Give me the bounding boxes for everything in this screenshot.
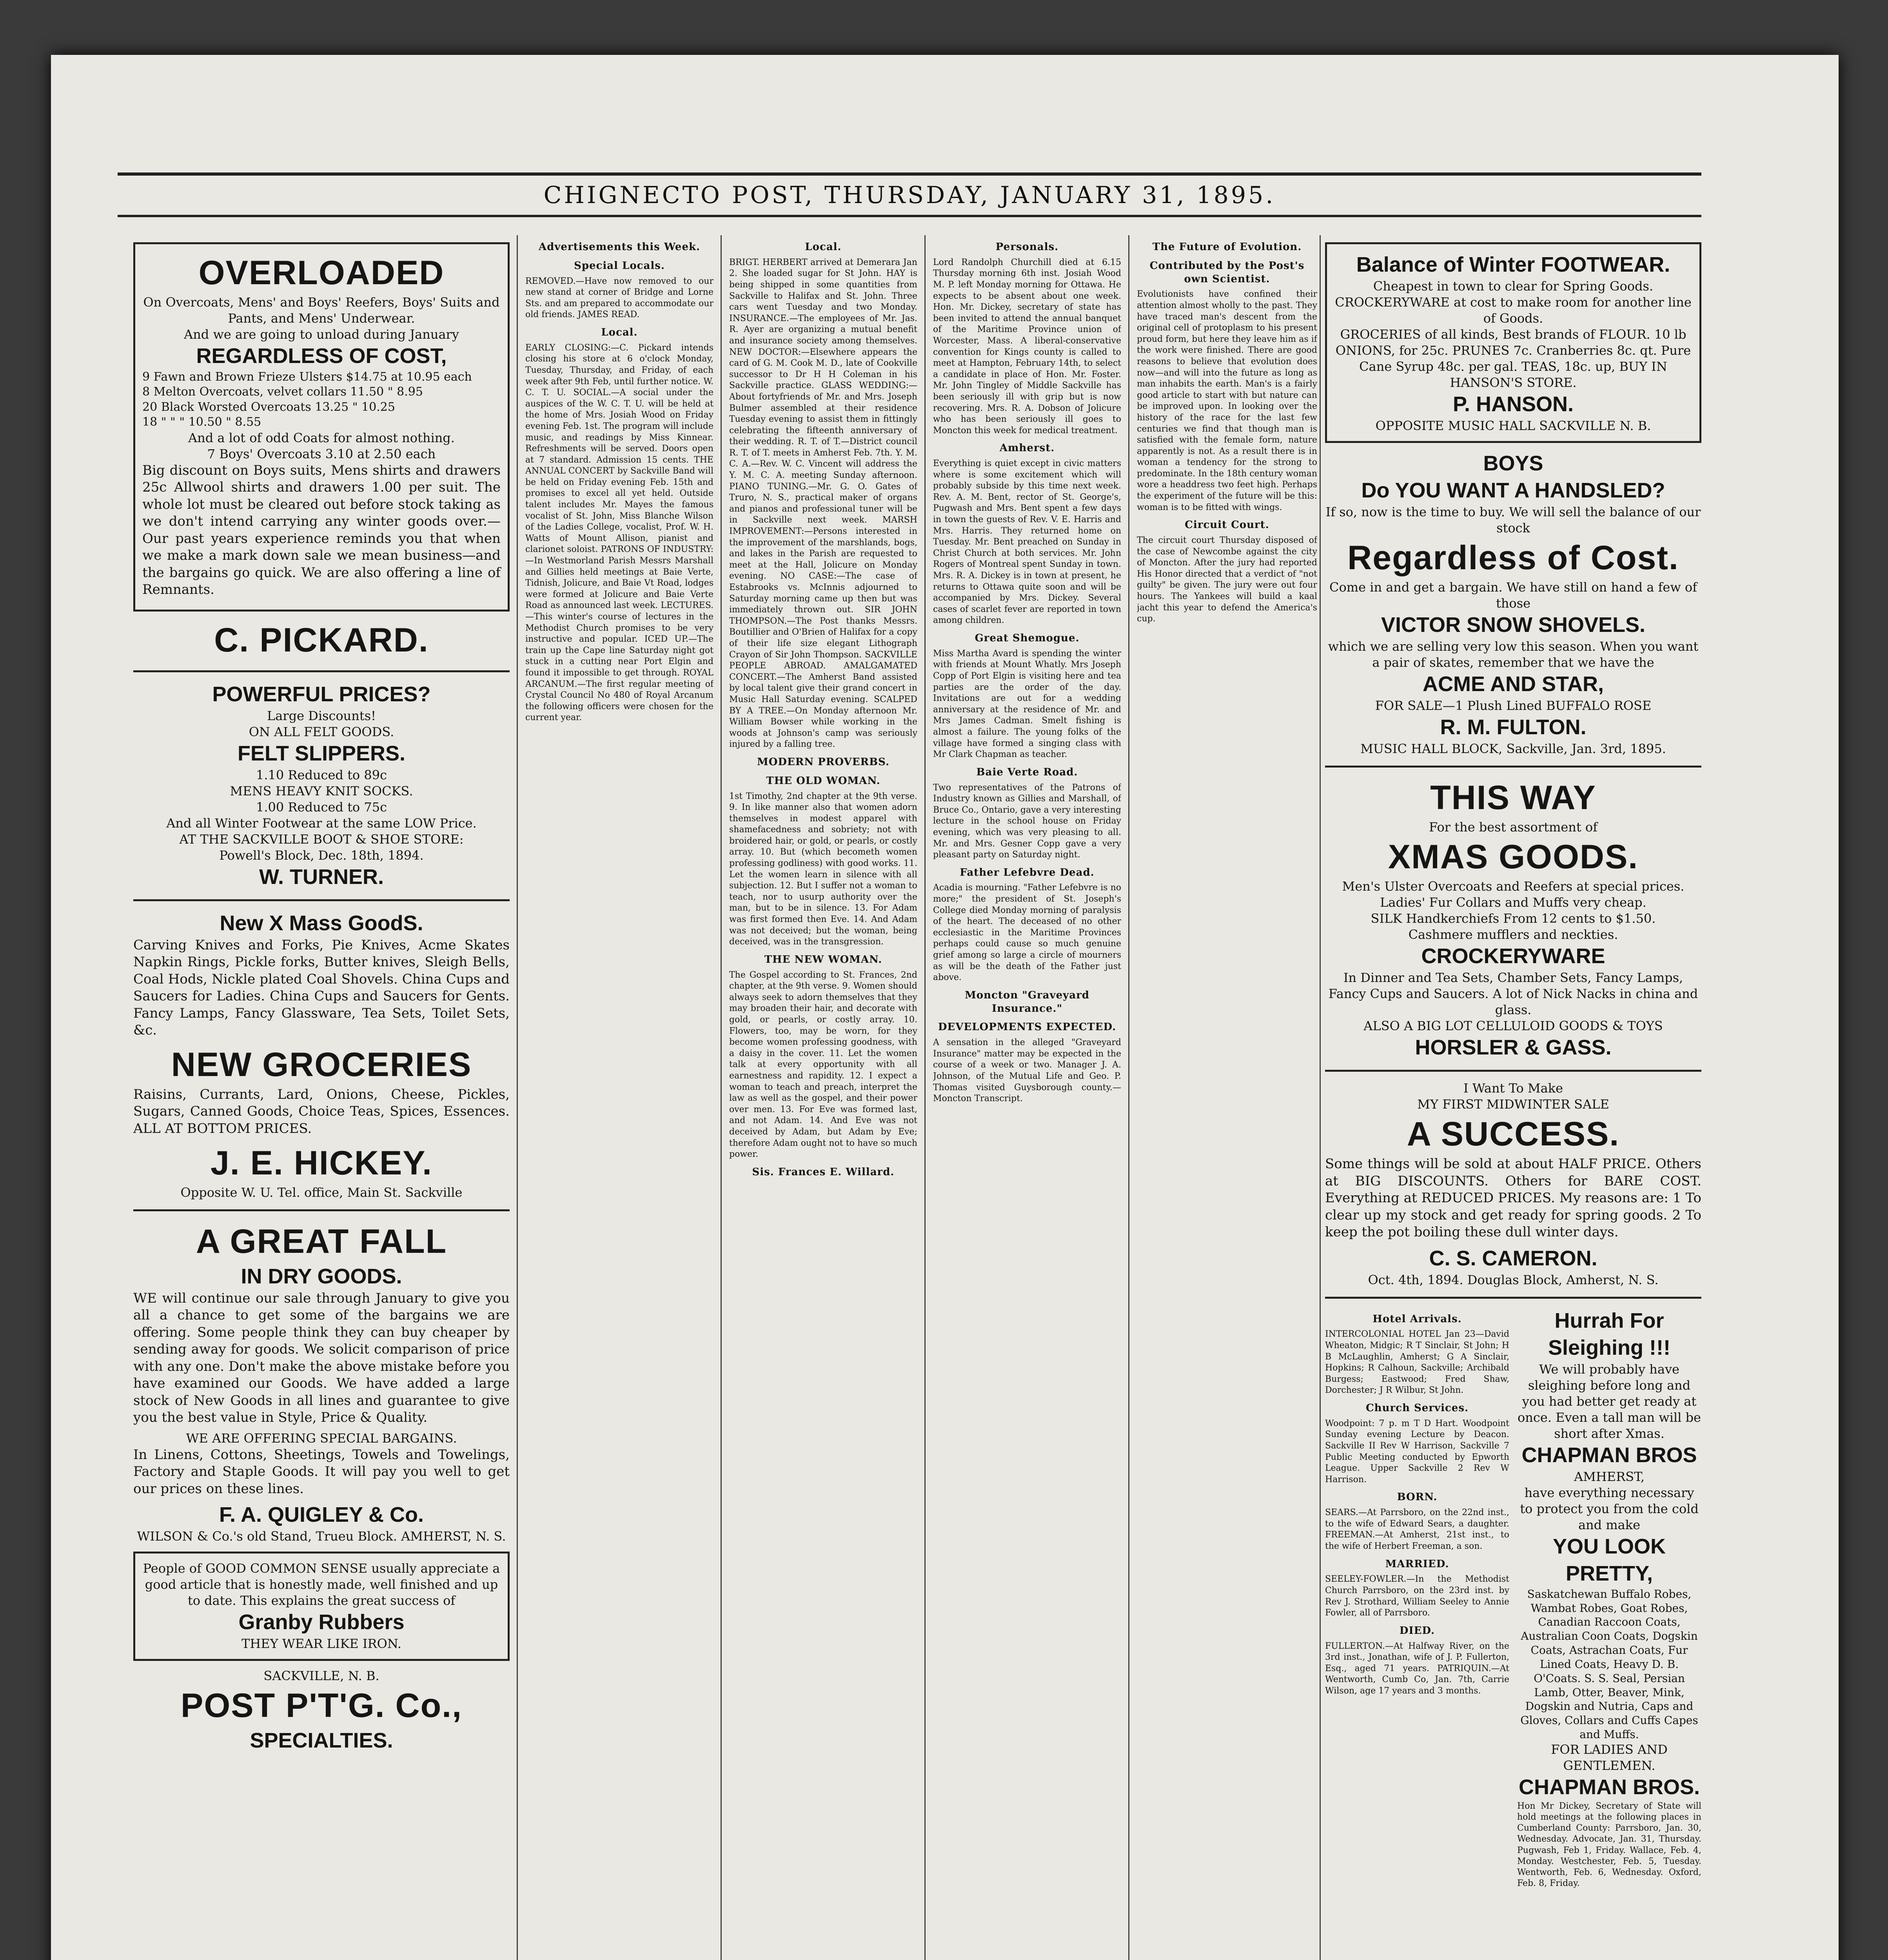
silk-handkerchiefs: SILK Handkerchiefs From 12 cents to $1.50.	[1371, 911, 1656, 926]
this-way-title: THIS WAY	[1430, 779, 1596, 817]
column-6-ads	[1325, 235, 1701, 1960]
new-woman-heading: THE NEW WOMAN.	[764, 953, 882, 965]
shemogue-text: Miss Martha Avard is spending the winter with friends at Mount Whatly. Mrs Joseph Copp of Port Elgin is visiting here and tea parties are the order of the day. Invitations are out for a wedding anniversary at the residence of Mr. and Mrs James Cadman. Smelt fishing is almost a failure. The young folks of the village have formed a singing class with Mr Clark Chapman as teacher.	[933, 648, 1121, 760]
local-text: BRIGT. HERBERT arrived at Demerara Jan 2. She loaded sugar for St John. HAY is being shipped in some quantities from Sackville to Halifax and St. John. Three cars went Tuesday and two Monday. INSURANCE.—The employees of Mr. Jas. R. Ayer are organizing a mutual benefit and insurance society among themselves. NEW DOCTOR:—Elsewhere appears the card of G. M. Cook M. D., late of Cookville successor to Dr H H Coleman in his Sackville practice. GLASS WEDDING:—About fortyfriends of Mr. and Mrs. Joseph Bulmer assembled at their residence Tuesday evening to assist them in fittingly celebrating the fifteenth anniversary of their wedding. R. T. of T.—District council R. T. of T. meets in Amherst Feb. 7th. Y. M. C. A.—Rev. W. C. Vincent will address the Y. M. C. A. meeting Sunday afternoon. PIANO TUNING.—Mr. G. O. Gates of Truro, N. S., practical maker of organs and pianos and professional tuner will be in Sackville next week. MARSH IMPROVEMENT:—Persons interested in the improvement of the marshlands, bogs, and lakes in the Parish are requested to meet at the Hall, Jolicure on Monday evening. NO CASE:—The case of Estabrooks vs. McInnis adjourned to Saturday morning came up then but was immediately thrown out. SIR JOHN THOMPSON.—The Post thanks Messrs. Boutillier and O'Brien of Halifax for a copy of their life size elegant Lithograph Crayon of Sir John Thompson. SACKVILLE PEOPLE ABROAD. AMALGAMATED CONCERT.—The Amherst Band assisted by local talent give their grand concert in Music Hall Saturday evening. SCALPED BY A TREE.—On Monday afternoon Mr. William Bowser while working in the woods at Johnson's camp was seriously injured by a falling tree.	[729, 257, 917, 750]
column-rule	[1320, 235, 1321, 1960]
signature: Sis. Frances E. Willard.	[752, 1166, 895, 1178]
column-3-locals	[729, 235, 917, 1960]
removed-notice: REMOVED.—Have now removed to our new stand at corner of Bridge and Lorne Sts. and am prepared to accommodate our old friends. JAMES READ.	[525, 276, 713, 320]
died-text: FULLERTON.—At Halfway River, on the 3rd inst., Jonathan, wife of J. P. Fullerton, Esq., aged 71 years. PATRIQUIN.—At Wentworth, Cumb Co, Jan. 7th, Carrie Wilson, age 17 years and 3 months.	[1325, 1641, 1509, 1696]
cameron-name: C. S. CAMERON.	[1429, 1246, 1598, 1270]
special-locals-heading: Special Locals.	[574, 260, 665, 272]
all-winter-footwear: And all Winter Footwear at the same LOW Price.	[166, 815, 477, 831]
for-sale-line: FOR SALE—1 Plush Lined BUFFALO ROSE	[1375, 698, 1652, 713]
balance-title: Balance of Winter FOOTWEAR.	[1356, 253, 1670, 276]
mens-knit-socks: MENS HEAVY KNIT SOCKS.	[230, 783, 413, 799]
chapman-name-2: CHAPMAN BROS.	[1518, 1775, 1700, 1799]
column-1-ads	[133, 235, 510, 1960]
on-all-felt: ON ALL FELT GOODS.	[249, 724, 394, 739]
come-in-text: Come in and get a bargain. We have still on hand a few of those	[1329, 580, 1697, 611]
column-2-locals	[525, 235, 713, 1960]
quigley-name: F. A. QUIGLEY & Co.	[219, 1503, 424, 1527]
bargains-text: Big discount on Boys suits, Mens shirts and drawers 25c Allwool shirts and drawers 1.00 per suit. The whole lot must be cleared out before stock taking as we don't intend carrying any winter goods over.—Our past years experience reminds you that when we make a mark down sale we mean business—and the bargains go quick. We are also offering a line of Remnants.	[142, 462, 501, 598]
hotel-arrivals-text: INTERCOLONIAL HOTEL Jan 23—David Wheaton, Midgic; R T Sinclair, St John; H B McLaughlin, Amherst; G A Sinclair, Hopkins; R Calhoun, Sackville; Archibald Burgess; Eastwood; Fred Shaw, Dorchester; J R Wilbur, St John.	[1325, 1329, 1509, 1396]
sackville-nb: SACKVILLE, N. B.	[263, 1668, 379, 1684]
turner-name: W. TURNER.	[259, 865, 384, 889]
fulton-name: R. M. FULTON.	[1440, 715, 1587, 739]
going-to-unload: And we are going to unload during January	[184, 327, 459, 342]
midwinter-sale: MY FIRST MIDWINTER SALE	[1417, 1097, 1609, 1112]
odd-coats: And a lot of odd Coats for almost nothing.	[188, 430, 455, 445]
hanson-groceries: GROCERIES of all kinds, Best brands of FLOUR. 10 lb ONIONS, for 25c. PRUNES 7c. Cranberries 8c. qt. Pure Cane Syrup 48c. per gal. TEAS, 18c. up, BUY IN HANSON'S STORE.	[1335, 327, 1691, 390]
married-text: SEELEY-FOWLER.—In the Methodist Church Parrsboro, on the 23rd inst. by Rev J. Strothard, William Seeley to Annie Fowler, all of Parrsboro.	[1325, 1574, 1509, 1618]
moncton-heading: Moncton "Graveyard Insurance."	[965, 989, 1089, 1014]
pickard-name: C. PICKARD.	[214, 621, 429, 659]
overloaded-ad	[133, 242, 510, 612]
died-heading: DIED.	[1399, 1624, 1435, 1637]
great-fall-title: A GREAT FALL	[196, 1222, 447, 1260]
cameron-address: Oct. 4th, 1894. Douglas Block, Amherst, N. S.	[1368, 1272, 1659, 1287]
hurrah-text: We will probably have sleighing before long and you had better get ready at once. Even a tall man will be short after Xmas.	[1518, 1361, 1701, 1441]
moncton-subheading: DEVELOPMENTS EXPECTED.	[938, 1021, 1116, 1033]
circuit-court-heading: Circuit Court.	[1185, 519, 1269, 531]
overloaded-text: On Overcoats, Mens' and Boys' Reefers, Boys' Suits and Pants, and Mens' Underwear.	[143, 295, 500, 326]
look-pretty: YOU LOOK PRETTY,	[1552, 1534, 1666, 1585]
regardless-of-cost: REGARDLESS OF COST,	[196, 344, 447, 368]
local-text: EARLY CLOSING:—C. Pickard intends closing his store at 6 o'clock Monday, Tuesday, Thursday, and Friday, of each week after 9th Feb, until further notice. W. C. T. U. SOCIAL.—A social under the auspices of the W. C. T. U. will be held at the home of Mrs. Josiah Wood on Friday evening Feb. 1st. The program will include music, and readings by Miss Kinnear. Refreshments will be served. Doors open at 7 standard. Admission 15 cents. THE ANNUAL CONCERT by Sackville Band will be held on Friday evening Feb. 15th and promises to excel all yet held. Outside talent includes Mr. Mayes the famous vocalist of St. John, Miss Blanche Wilson of the Ladies College, vocalist, Prof. W. H. Watts of Mount Allison, pianist and clarionet soloist. PATRONS OF INDUSTRY:—In Westmorland Parish Messrs Marshall and Gillies held meetings at Baie Verte, Tidnish, Jolicure, and Baie Vt Road, lodges were formed at Jolicure and Baie Verte Road as announced last week. LECTURES.—This winter's course of lectures in the Methodist Church promises to be very instructive and popular. ICED UP.—The train up the Cape line Saturday night got stuck in a cutting near Port Elgin and found it impossible to get through. ROYAL ARCANUM.—The first regular meeting of Crystal Council No 480 of Royal Arcanum the following officers were chosen for the current year.	[525, 343, 713, 723]
felt-slippers: FELT SLIPPERS.	[237, 741, 406, 765]
evolution-text: Evolutionists have confined their attention almost wholly to the past. They have traced man's descent from the original cell of protoplasm to his present proud form, but here they leave him as if the work were finished. There are good reasons to believe that evolution does now—and will into the future as long as man inhabits the earth. Man's is a fairly good article to start with but nature can be improved upon. In looking over the history of the race for the last few centuries we find that though man is satisfied with the female form, nature apparently is not. As a result there is in woman a tendency for the strong to predominate. In the 18th century woman wore a headdress two feet high. Perhaps the experiment of the future will be this: woman is to be fitted with wings.	[1137, 289, 1317, 512]
granby-tagline: THEY WEAR LIKE IRON.	[241, 1636, 401, 1651]
column-5-evolution	[1137, 235, 1317, 1960]
granby-rubbers: Granby Rubbers	[238, 1610, 405, 1634]
want-to-make: I Want To Make	[1463, 1081, 1563, 1096]
new-groceries-title: NEW GROCERIES	[171, 1045, 472, 1083]
for-ladies: FOR LADIES AND GENTLEMEN.	[1551, 1742, 1668, 1773]
groceries-text: Raisins, Currants, Lard, Onions, Cheese, Pickles, Sugars, Canned Goods, Choice Teas, Spices, Essences. ALL AT BOTTOM PRICES.	[133, 1086, 510, 1136]
column-4-personals	[933, 235, 1121, 1960]
church-services-text: Woodpoint: 7 p. m T D Hart. Woodpoint Sunday evening Lecture by Deacon. Sackville II Rev W Harrison, Sackville 7 Public Meeting conducted by Epworth League. Upper Sackville 2 Rev W Harrison.	[1325, 1418, 1509, 1485]
large-discounts: Large Discounts!	[267, 708, 376, 723]
xmas-goods-text: Carving Knives and Forks, Pie Knives, Acme Skates Napkin Rings, Pickle forks, Butter knives, Sleigh Bells, Coal Hods, Nickle plated Coal Shovels. China Cups and Saucers for Ladies. China Cups and Saucers for Gents. Fancy Lamps, Fancy Glassware, Tea Sets, Toilet Sets, &c.	[133, 937, 510, 1038]
baie-verte-heading: Baie Verte Road.	[976, 766, 1078, 778]
quigley-address: WILSON & Co.'s old Stand, Trueu Block. AMHERST, N. S.	[137, 1529, 506, 1544]
crockery-text: In Dinner and Tea Sets, Chamber Sets, Fancy Lamps, Fancy Cups and Saucers. A lot of Nick Nacks in china and glass.	[1328, 970, 1698, 1018]
column-rule	[1128, 235, 1129, 1960]
hotel-arrivals-heading: Hotel Arrivals.	[1372, 1313, 1462, 1325]
chapman-city: AMHERST,	[1574, 1469, 1645, 1484]
reduced-line-2: 1.00 Reduced to 75c	[256, 799, 387, 815]
victor-text: which we are selling very low this season. When you want a pair of skates, remember that we have the	[1328, 639, 1699, 670]
chapman-text: have everything necessary to protect you from the cold and make	[1520, 1485, 1699, 1532]
chapman-name: CHAPMAN BROS	[1521, 1443, 1697, 1467]
hickey-address: Opposite W. U. Tel. office, Main St. Sackville	[180, 1185, 463, 1200]
column-rule	[721, 235, 722, 1960]
victor-snow-shovels: VICTOR SNOW SHOVELS.	[1381, 613, 1646, 637]
born-text: SEARS.—At Parrsboro, on the 22nd inst., to the wife of Edward Sears, a daughter. FREEMAN.—At Amherst, 21st inst., to the wife of Herbert Freeman, a son.	[1325, 1508, 1509, 1551]
crockeryware-line: CROCKERYWARE at cost to make room for another line of Goods.	[1335, 295, 1692, 326]
cashmere-line: Cashmere mufflers and neckties.	[1408, 927, 1618, 942]
dickey-meetings: Hon Mr Dickey, Secretary of State will hold meetings at the following places in Cumberland County: Parrsboro, Jan. 30, Wednesday. Advocate, Jan. 31, Thursday. Pugwash, Feb 1, Friday. Wallace, Feb. 4, Monday. Westchester, Feb. 5, Tuesday. Wentworth, Feb. 6, Wednesday. Oxford, Feb. 8, Friday.	[1517, 1801, 1701, 1889]
best-assortment: For the best assortment of	[1429, 820, 1598, 835]
boys-overcoats: 7 Boys' Overcoats 3.10 at 2.50 each	[207, 446, 436, 461]
in-dry-goods: IN DRY GOODS.	[241, 1264, 402, 1288]
evolution-subheading: Contributed by the Post's own Scientist.	[1149, 260, 1305, 285]
modern-proverbs-heading: MODERN PROVERBS.	[757, 756, 890, 768]
father-lefebvre-heading: Father Lefebvre Dead.	[960, 866, 1095, 878]
success-title: A SUCCESS.	[1407, 1115, 1620, 1153]
post-printing: POST P'T'G. Co.,	[181, 1687, 462, 1725]
personals-text: Lord Randolph Churchill died at 6.15 Thursday morning 6th inst. Josiah Wood M. P. left Monday morning for Ottawa. He expects to be absent about one week. Hon. Mr. Dickey, secretary of state has been invited to attend the annual banquet of the Maritime Province union of Worcester, Mass. A liberal-conservative convention for Kings county is called to meet at Hampton, February 14th, to select a candidate in place of Hon. Mr. Foster. Mr. John Tingley of Middle Sackville has been seriously ill with grip but is now recovering. Mrs. R. A. Dobson of Jolicure who has been seriously ill goes to Moncton this week for medical treatment.	[933, 257, 1121, 436]
overloaded-title: OVERLOADED	[198, 254, 445, 292]
hanson-address: OPPOSITE MUSIC HALL SACKVILLE N. B.	[1375, 418, 1651, 433]
married-heading: MARRIED.	[1385, 1558, 1449, 1570]
local-heading: Local.	[805, 241, 842, 253]
church-services-heading: Church Services.	[1365, 1402, 1469, 1414]
handsled-text: If so, now is the time to buy. We will sell the balance of our stock	[1325, 505, 1701, 536]
moncton-text: A sensation in the alleged "Graveyard Insurance" matter may be expected in the course of a week or two. Manager J. A. Johnson, of the Mutual Life and Geo. P. Thomas visited Guysborough county.—Moncton Transcript.	[933, 1038, 1121, 1104]
hurrah-title: Hurrah For Sleighing !!!	[1548, 1308, 1670, 1359]
success-text: Some things will be sold at about HALF PRICE. Others at BIG DISCOUNTS. Others for BARE COST. Everything at REDUCED PRICES. My reasons are: 1 To clear up my stock and get ready for spring goods. 2 To keep the pot boiling these dull winter days.	[1325, 1156, 1701, 1240]
born-heading: BORN.	[1397, 1491, 1438, 1503]
handsled-title: Do YOU WANT A HANDSLED?	[1361, 478, 1665, 502]
boys-banner: BOYS	[1483, 451, 1543, 475]
celluloid-line: ALSO A BIG LOT CELLULOID GOODS & TOYS	[1363, 1018, 1663, 1033]
shemogue-heading: Great Shemogue.	[975, 632, 1080, 644]
circuit-court-text: The circuit court Thursday disposed of the case of Newcombe against the city of Moncton. After the jury had reported His Honor directed that a verdict of "not guilty" be given. The jury were out four hours. The Yankees will build a kaal jacht this year to defend the America's cup.	[1137, 535, 1317, 624]
father-lefebvre-text: Acadia is mourning. "Father Lefebvre is no more;" the president of St. Joseph's College died Monday morning of paralysis of the heart. The deceased of no other ecclesiastic in the Maritime Provinces perhaps could cause so much genuine grief among so large a circle of mourners as will be the death of the Father just above.	[933, 883, 1121, 983]
powerful-prices: POWERFUL PRICES?	[212, 682, 431, 706]
sackville-boot-store: AT THE SACKVILLE BOOT & SHOE STORE:	[179, 831, 464, 847]
dry-goods-text: WE will continue our sale through January to give you all a chance to get some of the bargains we are offering. Some people think they can buy cheaper by sending away for goods. We solicit comparison of price with any one. Don't make the above mistake before you have examined our Goods. We have added a large stock of New Goods in all lines and guarantee to give you the best value in Style, Price & Quality.	[133, 1290, 510, 1426]
price-line: 18 " " " 10.50 " 8.55	[142, 415, 261, 429]
old-woman-heading: THE OLD WOMAN.	[766, 775, 880, 787]
balance-text: Cheapest in town to clear for Spring Goods.	[1373, 279, 1654, 294]
adv-heading: Advertisements this Week.	[538, 241, 701, 253]
amherst-heading: Amherst.	[999, 442, 1055, 454]
column-rule	[517, 235, 518, 1960]
granby-text: People of GOOD COMMON SENSE usually appreciate a good article that is honestly made, well finished and up to date. This explains the great success of	[143, 1561, 500, 1608]
amherst-text: Everything is quiet except in civic matters where is some excitement which will probably subside by this time next week. Rev. A. M. Bent, rector of St. George's, Pugwash and Mrs. Bent spent a few days in town the guests of Rev. V. E. Harris and Mrs. Harris. They returned home on Tuesday. Mr. Bent preached on Sunday in Christ Church at both services. Mr. John Rogers of Montreal spent Sunday in town. Mrs. R. A. Dickey is in town at present, he returns to Ottawa quite soon and will be accompanied by Mrs. Dickey. Several cases of scarlet fever are reported in town among children.	[933, 459, 1121, 626]
specialties: SPECIALTIES.	[250, 1729, 393, 1753]
reduced-line-1: 1.10 Reduced to 89c	[256, 767, 387, 782]
personals-heading: Personals.	[995, 241, 1059, 253]
hanson-ad	[1325, 242, 1701, 443]
price-line: 9 Fawn and Brown Frieze Ulsters $14.75 at 10.95 each	[142, 370, 472, 384]
powells-block: Powell's Block, Dec. 18th, 1894.	[219, 848, 424, 863]
xmas-goods-title: XMAS GOODS.	[1388, 838, 1639, 876]
baie-verte-text: Two representatives of the Patrons of Industry known as Gillies and Marshall, of Bruce Co., Ontario, gave a very interesting lecture in the school house on Friday evening, which was very pleasing to all. Mr. and Mrs. Gesner Copp gave a very pleasant party on Saturday night.	[933, 782, 1121, 860]
horsler-gass: HORSLER & GASS.	[1415, 1035, 1612, 1059]
xmas-goods-title: New X Mass GoodS.	[220, 911, 423, 935]
special-bargains: WE ARE OFFERING SPECIAL BARGAINS.	[186, 1430, 457, 1446]
price-line: 8 Melton Overcoats, velvet collars 11.50 " 8.95	[142, 385, 423, 399]
acme-and-star: ACME AND STAR,	[1423, 672, 1604, 696]
proverbs-new: The Gospel according to St. Frances, 2nd chapter, at the 9th verse. 9. Women should always seek to adorn themselves that they may broaden their hair, and decorate with gold, or pearls, or costly array. 10. Flowers, too, may be worn, for they become women professing goodness, with a daisy in the cover. 11. Let the women talk at every opportunity with all earnestness and rapidity. 12. I expect a woman to teach and preach, interpret the law as well as the gospel, and their power over men. 13. For Eve was formed last, and not Adam. 14. And Eve was not deceived by Adam, but Adam by Eve; therefore Adam ought not to have so much power.	[729, 970, 917, 1160]
fulton-address: MUSIC HALL BLOCK, Sackville, Jan. 3rd, 1895.	[1360, 741, 1666, 757]
hanson-name: P. HANSON.	[1452, 392, 1574, 416]
hickey-name: J. E. HICKEY.	[210, 1144, 433, 1182]
local-heading: Local.	[601, 326, 638, 338]
price-line: 20 Black Worsted Overcoats 13.25 " 10.25	[142, 400, 395, 414]
granby-ad	[133, 1552, 510, 1661]
masthead: CHIGNECTO POST, THURSDAY, JANUARY 31, 1895.	[118, 172, 1701, 217]
evolution-heading: The Future of Evolution.	[1152, 241, 1302, 253]
column-rule	[924, 235, 926, 1960]
xmas-text: Men's Ulster Overcoats and Reefers at special prices. Ladies' Fur Collars and Muffs very cheap.	[1342, 879, 1685, 910]
proverbs-old: 1st Timothy, 2nd chapter at the 9th verse. 9. In like manner also that women adorn themselves in modest apparel with shamefacedness and sobriety; not with broidered hair, or gold, or pearls, or costly array. 10. But (which becometh women professing godliness) with good works. 11. Let the women learn in silence with all subjection. 12. But I suffer not a woman to teach, nor to usurp authority over the man, but to be in silence. 13. For Adam was first formed then Eve. 14. And Adam was not deceived; but the woman, being deceived, was in the transgression.	[729, 791, 917, 947]
robes-list: Saskatchewan Buffalo Robes, Wambat Robes, Goat Robes, Canadian Raccoon Coats, Australian Coon Coats, Dogskin Coats, Astrachan Coats, Fur Lined Coats, Heavy D. B. O'Coats. S. S. Seal, Persian Lamb, Otter, Beaver, Mink, Dogskin and Nutria, Caps and Gloves, Collars and Cuffs Capes and Muffs.	[1520, 1587, 1698, 1741]
regardless-title: Regardless of Cost.	[1347, 539, 1679, 577]
crockeryware-title: CROCKERYWARE	[1421, 944, 1605, 968]
bargains-lines: In Linens, Cottons, Sheetings, Towels and Towelings, Factory and Staple Goods. It will pay you well to get our prices on these lines.	[133, 1446, 510, 1497]
